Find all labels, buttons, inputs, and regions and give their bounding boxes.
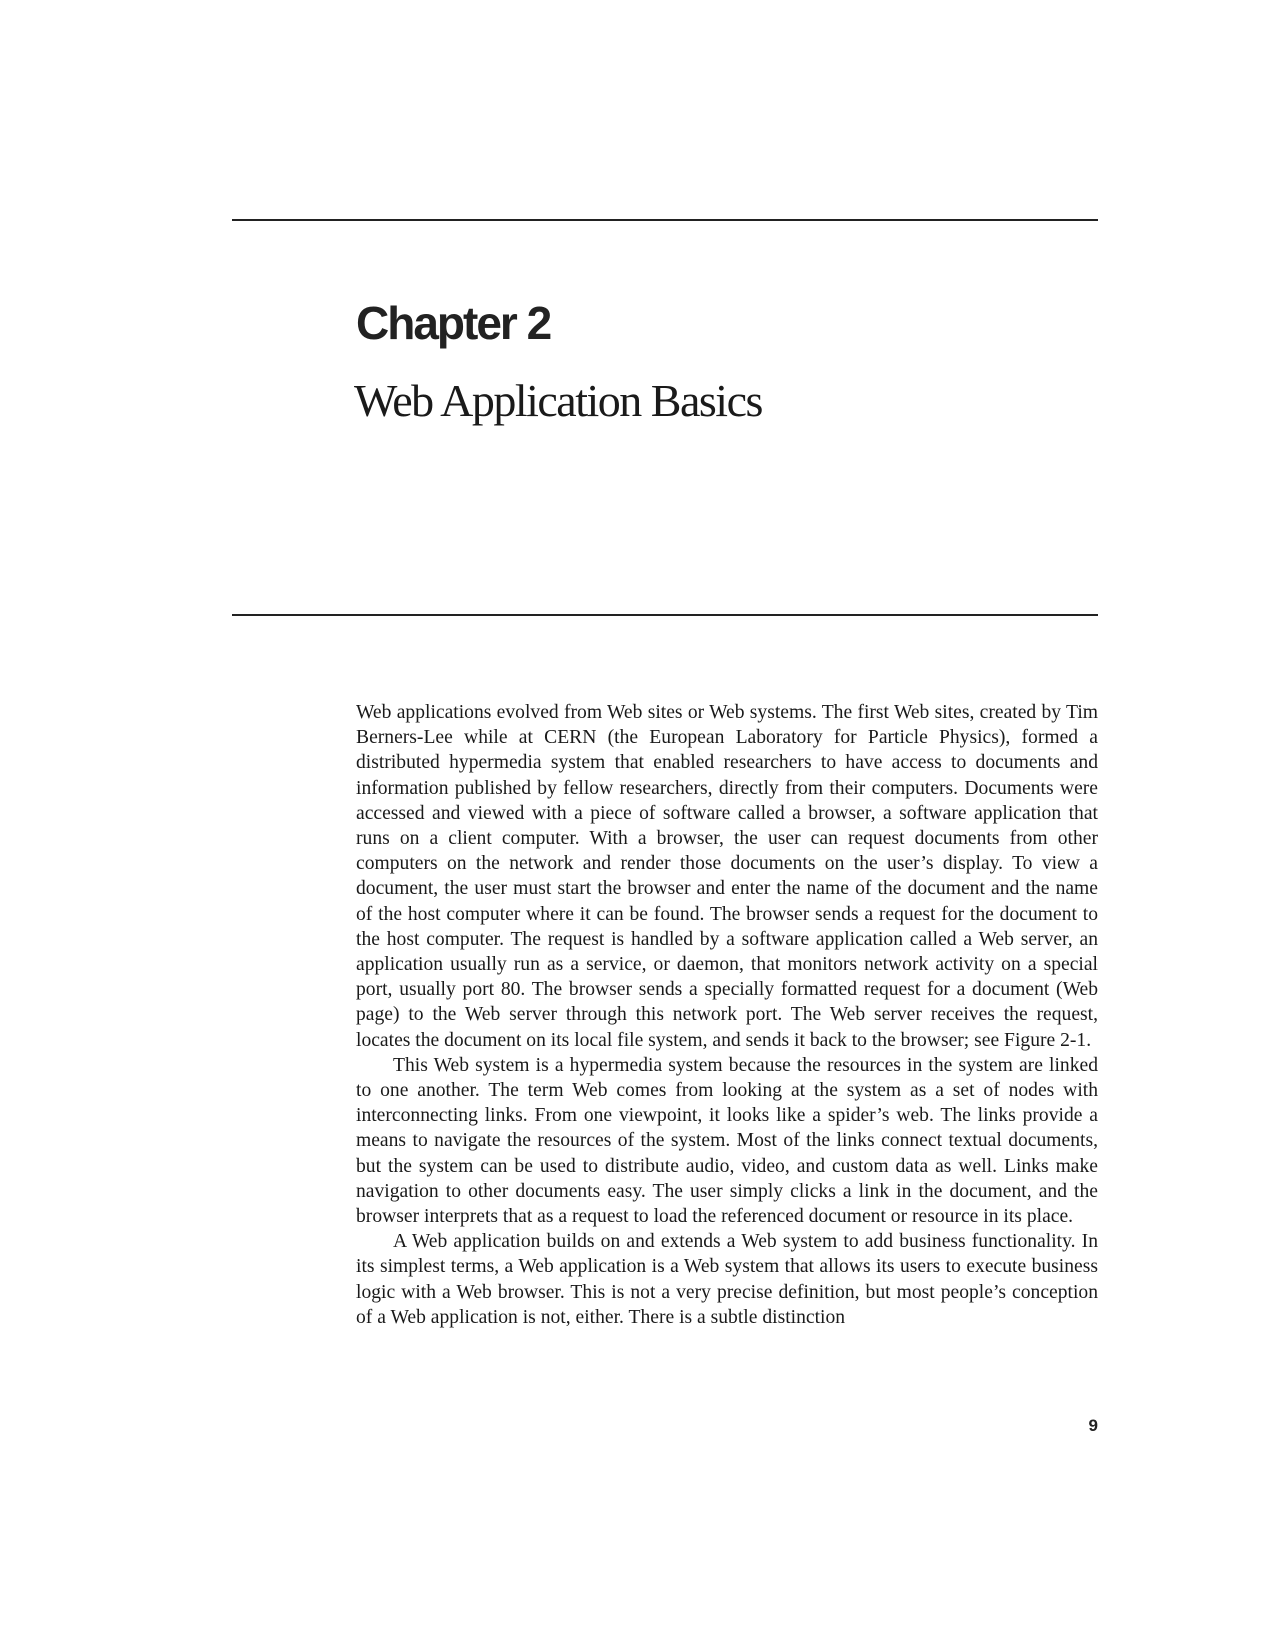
body-text [356,700,1098,1330]
page-number: 9 [1088,1416,1098,1435]
chapter-label: Chapter 2 [356,297,551,349]
bottom-divider [232,614,1098,616]
paragraph: This Web system is a hypermedia system because the resources in the system are linked to one another. The term Web comes from looking at the system as a set of nodes with interconnecting links. From one viewpoint, it looks like a spider’s web. The links provide a means to navigate the resources of the system. Most of the links connect textual documents, but the system can be used to distribute audio, video, and custom data as well. Links make navigation to other documents easy. The user simply clicks a link in the document, and the browser interprets that as a request to load the referenced document or resource in its place. [356,1054,1098,1228]
top-divider [232,219,1098,221]
paragraph: Web applications evolved from Web sites or Web systems. The first Web sites, created by Tim Berners-Lee while at CERN (the European Laboratory for Particle Physics), formed a distributed hypermedia system that enabled researchers to have access to documents and information published by fellow researchers, directly from their computers. Documents were accessed and viewed with a piece of software called a browser, a software application that runs on a client computer. With a browser, the user can request documents from other computers on the network and render those documents on the user’s display. To view a document, the user must start the browser and enter the name of the document and the name of the host computer where it can be found. The browser sends a request for the document to the host computer. The request is handled by a software application called a Web server, an application usually run as a service, or daemon, that monitors network activity on a special port, usually port 80. The browser sends a specially formatted request for a document (Web page) to the Web server through this network port. The Web server receives the request, locates the document on its local file system, and sends it back to the browser; see Figure 2-1. [356,702,1098,1051]
chapter-title: Web Application Basics [354,375,762,426]
paragraph: A Web application builds on and extends a Web system to add business functionality. In its simplest terms, a Web application is a Web system that allows its users to execute business logic with a Web browser. This is not a very precise definition, but most people’s conception of a Web application is not, either. There is a subtle distinction [356,1231,1098,1328]
